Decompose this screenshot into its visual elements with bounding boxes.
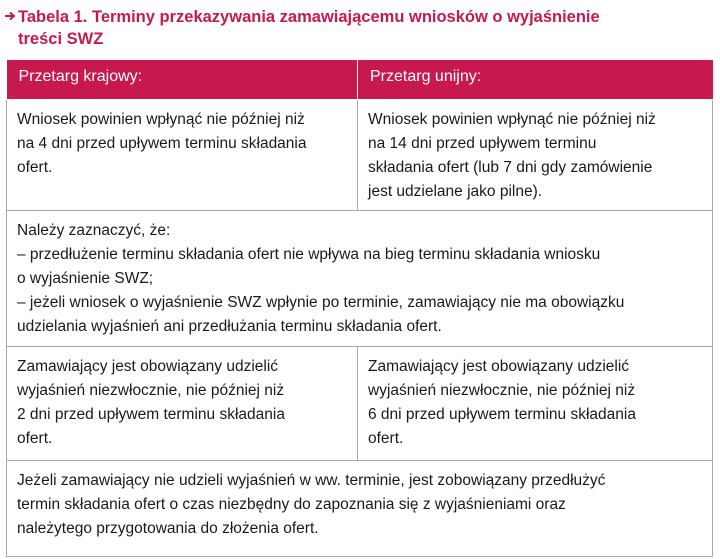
cell-line: Wniosek powinien wpłynąć nie później niż [17,111,305,128]
cell-line: – jeżeli wniosek o wyjaśnienie SWZ wpłynie po terminie, zamawiający nie ma obowiązku [17,294,625,311]
cell-national-request-deadline [7,100,358,211]
cell-national-answer-deadline [7,347,358,461]
cell-line: Zamawiający jest obowiązany udzielić [17,358,279,375]
cell-line: Jeżeli zamawiający nie udzieli wyjaśnień w ww. terminie, jest zobowiązany przedłużyć [17,472,606,489]
cell-line: ofert. [368,430,404,447]
cell-line: 2 dni przed upływem terminu składania [17,406,285,423]
cell-line: 6 dni przed upływem terminu składania [368,406,636,423]
cell-line: należytego przygotowania do złożenia ofert. [17,520,319,537]
caption-line-1: Tabela 1. Terminy przekazywania zamawiającemu wniosków o wyjaśnienie [18,8,600,26]
arrow-right-icon [4,9,16,23]
cell-line: o wyjaśnienie SWZ; [17,270,154,287]
cell-line: wyjaśnień niezwłocznie, nie później niż [368,382,636,399]
cell-line: na 14 dni przed upływem terminu [368,135,597,152]
cell-line: udzielania wyjaśnień ani przedłużania terminu składania ofert. [17,318,442,335]
deadlines-table [6,60,713,557]
cell-line: termin składania ofert o czas niezbędny do zapoznania się z wyjaśnieniami oraz [17,496,566,513]
table-row [7,211,713,347]
header-national-tender: Przetarg krajowy: [7,60,358,100]
cell-extension-rule [7,461,713,557]
cell-line: Należy zaznaczyć, że: [17,222,171,239]
cell-eu-answer-deadline [358,347,713,461]
header-row [7,60,713,100]
cell-line: składania ofert (lub 7 dni gdy zamówienie [368,159,653,176]
table-row [7,100,713,211]
cell-line: jest udzielane jako pilne). [368,183,543,200]
cell-line: ofert. [17,430,53,447]
cell-line: na 4 dni przed upływem terminu składania [17,135,307,152]
header-eu-tender: Przetarg unijny: [358,60,713,100]
table-row [7,347,713,461]
cell-notes [7,211,713,347]
table-caption [4,6,704,50]
cell-line: – przedłużenie terminu składania ofert nie wpływa na bieg terminu składania wniosku [17,246,601,263]
cell-line: ofert. [17,159,53,176]
caption-line-2: treści SWZ [18,30,104,48]
cell-line: wyjaśnień niezwłocznie, nie później niż [17,382,285,399]
cell-line: Wniosek powinien wpłynąć nie później niż [368,111,656,128]
table-row [7,461,713,557]
cell-eu-request-deadline [358,100,713,211]
cell-line: Zamawiający jest obowiązany udzielić [368,358,630,375]
